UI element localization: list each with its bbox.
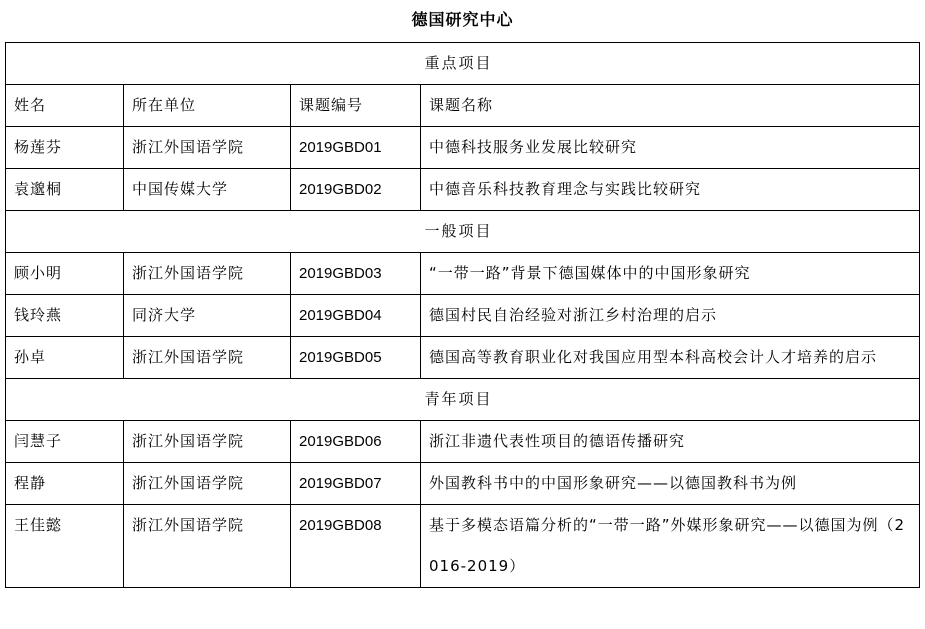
cell-code: 2019GBD03: [291, 253, 421, 295]
cell-topic: 德国高等教育职业化对我国应用型本科高校会计人才培养的启示: [421, 337, 920, 379]
table-row: [6, 295, 920, 337]
cell-name: 袁邈桐: [6, 169, 124, 211]
cell-topic: 外国教科书中的中国形象研究——以德国教科书为例: [421, 463, 920, 505]
cell-code: 2019GBD02: [291, 169, 421, 211]
cell-code: 2019GBD04: [291, 295, 421, 337]
section-row: [6, 211, 920, 253]
section-row: [6, 43, 920, 85]
header-topic: 课题名称: [421, 85, 920, 127]
cell-name: 王佳懿: [6, 505, 124, 588]
cell-code: 2019GBD06: [291, 421, 421, 463]
cell-name: 杨莲芬: [6, 127, 124, 169]
cell-code: 2019GBD08: [291, 505, 421, 588]
table-row: [6, 505, 920, 588]
cell-unit: 同济大学: [124, 295, 291, 337]
cell-unit: 中国传媒大学: [124, 169, 291, 211]
table-row: [6, 127, 920, 169]
table-row: [6, 337, 920, 379]
table-row: [6, 253, 920, 295]
header-row: [6, 85, 920, 127]
cell-unit: 浙江外国语学院: [124, 463, 291, 505]
table-row: [6, 463, 920, 505]
section-label: 一般项目: [6, 211, 920, 253]
cell-name: 钱玲燕: [6, 295, 124, 337]
cell-unit: 浙江外国语学院: [124, 127, 291, 169]
cell-name: 顾小明: [6, 253, 124, 295]
cell-topic: 德国村民自治经验对浙江乡村治理的启示: [421, 295, 920, 337]
section-label: 重点项目: [6, 43, 920, 85]
cell-topic: “一带一路”背景下德国媒体中的中国形象研究: [421, 253, 920, 295]
cell-unit: 浙江外国语学院: [124, 253, 291, 295]
section-label: 青年项目: [6, 379, 920, 421]
project-table: [5, 42, 920, 588]
cell-topic: 中德科技服务业发展比较研究: [421, 127, 920, 169]
table-row: [6, 421, 920, 463]
cell-name: 闫慧子: [6, 421, 124, 463]
cell-unit: 浙江外国语学院: [124, 421, 291, 463]
table-row: [6, 169, 920, 211]
page-title: 德国研究中心: [411, 10, 514, 29]
cell-topic: 基于多模态语篇分析的“一带一路”外媒形象研究——以德国为例（2016-2019）: [421, 505, 920, 588]
cell-code: 2019GBD01: [291, 127, 421, 169]
cell-unit: 浙江外国语学院: [124, 337, 291, 379]
cell-topic: 中德音乐科技教育理念与实践比较研究: [421, 169, 920, 211]
header-name: 姓名: [6, 85, 124, 127]
header-code: 课题编号: [291, 85, 421, 127]
cell-code: 2019GBD05: [291, 337, 421, 379]
cell-unit: 浙江外国语学院: [124, 505, 291, 588]
header-unit: 所在单位: [124, 85, 291, 127]
section-row: [6, 379, 920, 421]
cell-name: 孙卓: [6, 337, 124, 379]
cell-code: 2019GBD07: [291, 463, 421, 505]
cell-name: 程静: [6, 463, 124, 505]
cell-topic: 浙江非遗代表性项目的德语传播研究: [421, 421, 920, 463]
